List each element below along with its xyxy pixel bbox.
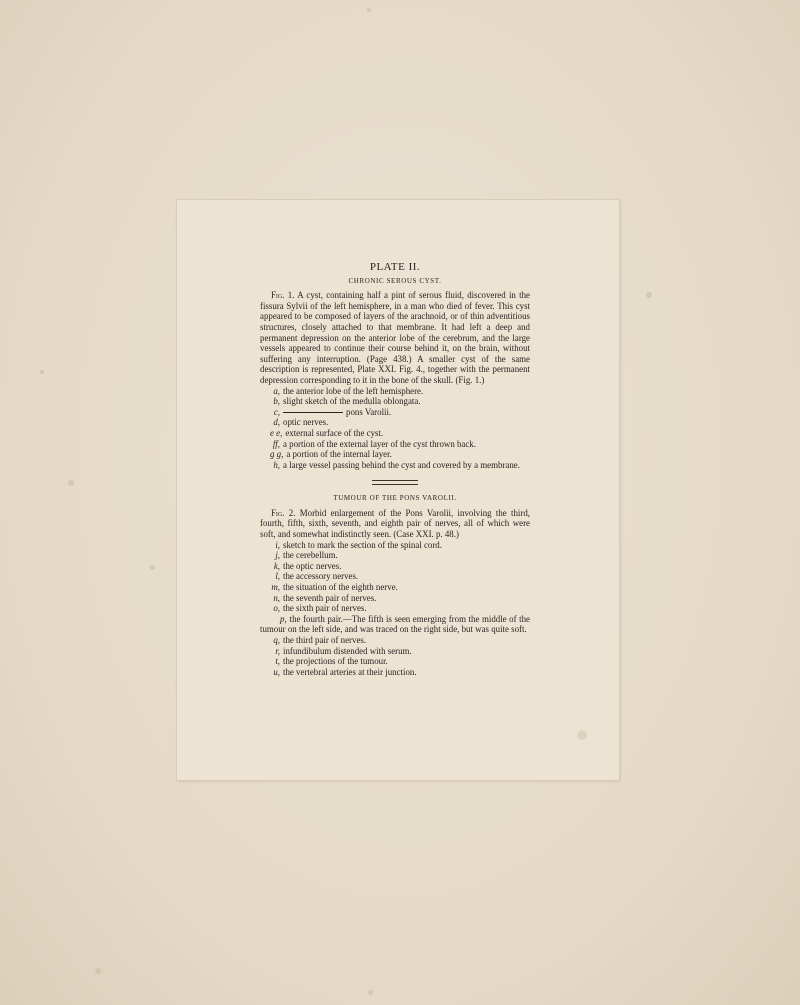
- legend-text: the seventh pair of nerves.: [283, 592, 377, 603]
- legend-text: the situation of the eighth nerve.: [283, 582, 398, 593]
- legend-item: [260, 561, 530, 572]
- legend-text: optic nerves.: [283, 417, 329, 428]
- foxing-spot: [368, 990, 373, 995]
- legend-item: [260, 667, 530, 678]
- foxing-spot: [577, 730, 587, 740]
- legend-key: k,: [273, 560, 280, 571]
- legend-key: ff,: [272, 438, 280, 449]
- legend-key: i,: [275, 539, 280, 550]
- legend-item: [260, 603, 530, 614]
- legend-text: the fourth pair.—The fifth is seen emerging from the middle of the tumour on the left side, and was traced on the right side, but was quite soft.: [260, 613, 530, 635]
- legend-key: h,: [273, 459, 280, 470]
- fig1-text: A cyst, containing half a pint of serous fluid, discovered in the fissura Sylvii of the left hemisphere, in a man who died of fever. This cyst appeared to be composed of layers of the arachnoid, or of thin adventitious structures, closely attached to that membrane. It had left a deep and permanent depression on the anterior lobe of the cerebrum, and the large vessels appeared to continue their course behind it, on the brain, without suffering any interruption. (Page 438.) A smaller cyst of the same description is represented, Plate XXI. Fig. 4., together with the permanent depression corresponding to it in the bone of the skull. (Fig. 1.): [260, 290, 530, 385]
- legend-item: [260, 439, 530, 450]
- legend-key: t,: [275, 656, 280, 667]
- legend-key: e e,: [270, 427, 283, 438]
- legend-item: [260, 656, 530, 667]
- legend-text: the anterior lobe of the left hemisphere.: [283, 385, 424, 396]
- legend-key: c,: [273, 406, 280, 417]
- foxing-spot: [150, 565, 155, 570]
- legend-text: the optic nerves.: [283, 560, 342, 571]
- legend-item: [260, 614, 530, 635]
- legend-text: infundibulum distended with serum.: [283, 645, 412, 656]
- legend-item: [260, 646, 530, 657]
- legend-text: a large vessel passing behind the cyst and covered by a membrane.: [283, 459, 520, 470]
- legend-text: the cerebellum.: [283, 550, 338, 561]
- legend-text: pons Varolii.: [346, 406, 392, 417]
- fig1-paragraph: [260, 290, 530, 385]
- fig2-paragraph: [260, 508, 530, 540]
- legend-text: the projections of the tumour.: [283, 656, 388, 667]
- section-divider: [372, 480, 418, 485]
- plate-text: [260, 262, 530, 677]
- foxing-spot: [68, 480, 74, 486]
- legend-key: a,: [273, 385, 280, 396]
- legend-item: [260, 428, 530, 439]
- legend-text: the accessory nerves.: [283, 571, 359, 582]
- section-heading-cyst: CHRONIC SEROUS CYST.: [348, 276, 442, 285]
- legend-key: m,: [271, 582, 280, 593]
- legend-key: u,: [273, 666, 280, 677]
- legend-item: [260, 417, 530, 428]
- legend-text: the vertebral arteries at their junction.: [283, 666, 417, 677]
- section-heading-tumour: TUMOUR OF THE PONS VAROLII.: [333, 494, 457, 503]
- legend-key: l,: [275, 571, 280, 582]
- foxing-spot: [95, 968, 101, 974]
- legend-text: the third pair of nerves.: [283, 635, 367, 645]
- legend-key: n,: [273, 592, 280, 603]
- legend-text: the sixth pair of nerves.: [283, 603, 367, 614]
- legend-item: [260, 582, 530, 593]
- legend-key: o,: [273, 603, 280, 614]
- legend-item: [260, 396, 530, 407]
- legend-item: [260, 593, 530, 604]
- legend-key: r,: [275, 645, 280, 656]
- legend-key: d,: [273, 417, 280, 428]
- legend-item: [260, 550, 530, 561]
- legend-key: g g,: [270, 449, 284, 460]
- fig1-legend: [260, 386, 530, 471]
- legend-item: [260, 449, 530, 460]
- legend-item: [260, 407, 530, 418]
- fig2-legend: [260, 540, 530, 678]
- legend-text: external surface of the cyst.: [285, 427, 384, 438]
- foxing-spot: [646, 292, 652, 298]
- fig1-label: Fig. 1.: [271, 290, 295, 301]
- legend-key: q,: [273, 635, 280, 645]
- foxing-spot: [367, 8, 371, 12]
- plate-title: PLATE II.: [369, 261, 421, 273]
- fig2-text: Morbid enlargement of the Pons Varolii, involving the third, fourth, fifth, sixth, seventh, and eighth pair of nerves, all of which were soft, and somewhat indistinctly seen. (Case XXI. p. 48.): [260, 507, 530, 540]
- legend-item: [260, 540, 530, 551]
- legend-text: sketch to mark the section of the spinal cord.: [283, 539, 442, 550]
- legend-item: [260, 386, 530, 397]
- legend-item: [260, 635, 530, 646]
- legend-text: a portion of the external layer of the cyst thrown back.: [283, 438, 476, 449]
- legend-text: a portion of the internal layer.: [286, 449, 392, 460]
- foxing-spot: [40, 370, 44, 374]
- legend-text: slight sketch of the medulla oblongata.: [283, 396, 421, 407]
- legend-key: j,: [275, 550, 280, 561]
- legend-key: b,: [273, 396, 280, 407]
- fig2-label: Fig. 2.: [271, 507, 296, 518]
- legend-item: [260, 571, 530, 582]
- legend-key: p,: [280, 613, 287, 624]
- ditto-dash: [283, 412, 343, 413]
- legend-item: [260, 460, 530, 471]
